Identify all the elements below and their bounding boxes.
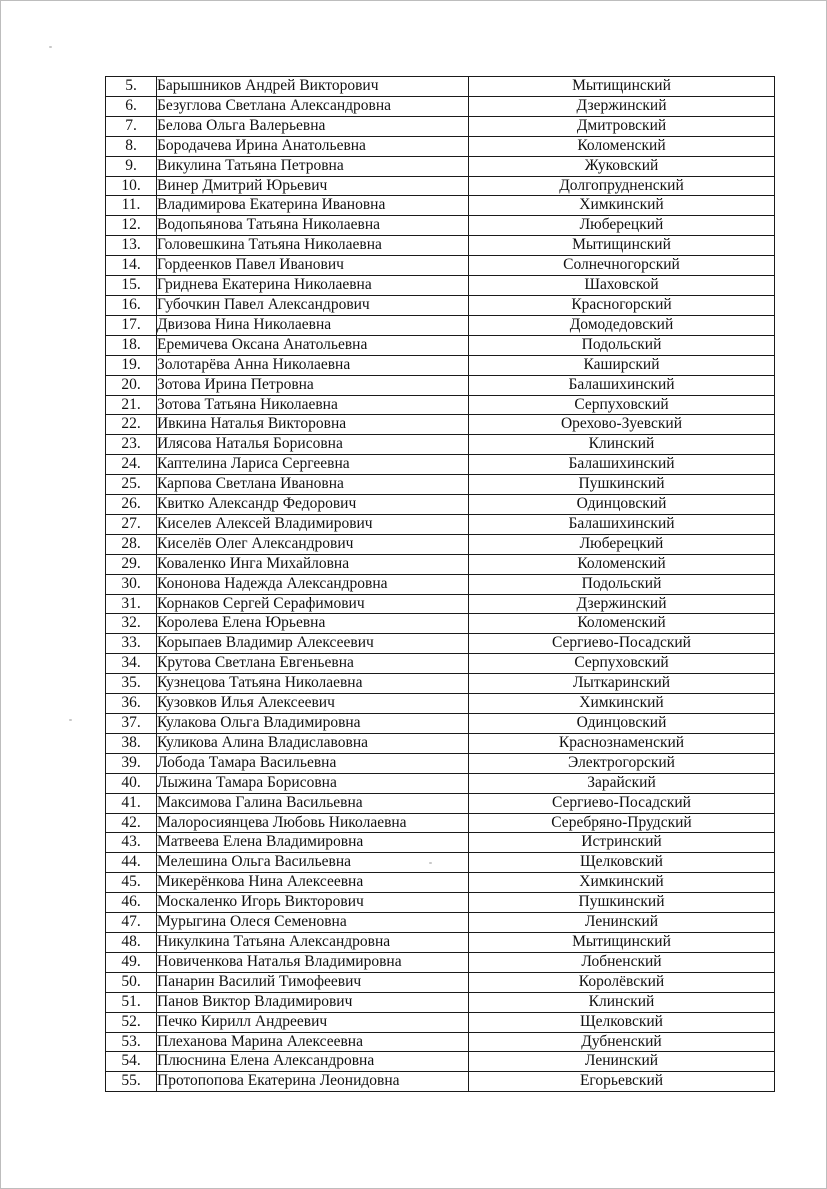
table-row <box>106 873 775 893</box>
row-number: 26. <box>106 495 157 515</box>
person-name: Карпова Светлана Ивановна <box>157 475 469 495</box>
table-row <box>106 853 775 873</box>
table-row <box>106 534 775 554</box>
district-name: Клинский <box>469 435 775 455</box>
row-number: 39. <box>106 753 157 773</box>
district-name: Серпуховский <box>469 395 775 415</box>
person-name: Илясова Наталья Борисовна <box>157 435 469 455</box>
table-row <box>106 216 775 236</box>
person-name: Микерёнкова Нина Алексеевна <box>157 873 469 893</box>
district-name: Солнечногорский <box>469 256 775 276</box>
row-number: 48. <box>106 932 157 952</box>
table-row <box>106 574 775 594</box>
table-row <box>106 793 775 813</box>
table-row <box>106 614 775 634</box>
row-number: 14. <box>106 256 157 276</box>
district-name: Домодедовский <box>469 315 775 335</box>
table-row <box>106 813 775 833</box>
district-name: Дмитровский <box>469 116 775 136</box>
row-number: 53. <box>106 1032 157 1052</box>
district-name: Щелковский <box>469 853 775 873</box>
row-number: 46. <box>106 893 157 913</box>
district-name: Лобненский <box>469 952 775 972</box>
table-row <box>106 1032 775 1052</box>
person-name: Лобода Тамара Васильевна <box>157 753 469 773</box>
table-row <box>106 773 775 793</box>
person-name: Печко Кирилл Андреевич <box>157 1012 469 1032</box>
district-name: Балашихинский <box>469 455 775 475</box>
row-number: 28. <box>106 534 157 554</box>
row-number: 13. <box>106 236 157 256</box>
person-name: Безуглова Светлана Александровна <box>157 96 469 116</box>
row-number: 9. <box>106 156 157 176</box>
table-row <box>106 893 775 913</box>
person-name: Крутова Светлана Евгеньевна <box>157 654 469 674</box>
row-number: 5. <box>106 77 157 97</box>
table-row <box>106 694 775 714</box>
row-number: 29. <box>106 554 157 574</box>
district-name: Мытищинский <box>469 77 775 97</box>
row-number: 30. <box>106 574 157 594</box>
table-row <box>106 594 775 614</box>
person-name: Киселев Алексей Владимирович <box>157 514 469 534</box>
table-row <box>106 96 775 116</box>
table-row <box>106 355 775 375</box>
row-number: 22. <box>106 415 157 435</box>
row-number: 19. <box>106 355 157 375</box>
row-number: 16. <box>106 295 157 315</box>
district-name: Егорьевский <box>469 1072 775 1092</box>
district-name: Сергиево-Посадский <box>469 634 775 654</box>
table-row <box>106 256 775 276</box>
district-name: Сергиево-Посадский <box>469 793 775 813</box>
row-number: 38. <box>106 733 157 753</box>
table-row <box>106 654 775 674</box>
table-row <box>106 972 775 992</box>
roster-table <box>105 76 775 1092</box>
row-number: 42. <box>106 813 157 833</box>
table-row <box>106 236 775 256</box>
row-number: 7. <box>106 116 157 136</box>
row-number: 31. <box>106 594 157 614</box>
district-name: Коломенский <box>469 614 775 634</box>
person-name: Водопьянова Татьяна Николаевна <box>157 216 469 236</box>
district-name: Дубненский <box>469 1032 775 1052</box>
district-name: Серебряно-Прудский <box>469 813 775 833</box>
row-number: 47. <box>106 913 157 933</box>
person-name: Кулакова Ольга Владимировна <box>157 714 469 734</box>
table-row <box>106 1052 775 1072</box>
person-name: Панов Виктор Владимирович <box>157 992 469 1012</box>
table-row <box>106 634 775 654</box>
district-name: Мытищинский <box>469 236 775 256</box>
row-number: 44. <box>106 853 157 873</box>
row-number: 34. <box>106 654 157 674</box>
person-name: Лыжина Тамара Борисовна <box>157 773 469 793</box>
district-name: Клинский <box>469 992 775 1012</box>
district-name: Коломенский <box>469 554 775 574</box>
row-number: 41. <box>106 793 157 813</box>
row-number: 25. <box>106 475 157 495</box>
table-row <box>106 554 775 574</box>
table-row <box>106 455 775 475</box>
district-name: Жуковский <box>469 156 775 176</box>
row-number: 49. <box>106 952 157 972</box>
person-name: Золотарёва Анна Николаевна <box>157 355 469 375</box>
person-name: Белова Ольга Валерьевна <box>157 116 469 136</box>
row-number: 18. <box>106 335 157 355</box>
row-number: 37. <box>106 714 157 734</box>
person-name: Ивкина Наталья Викторовна <box>157 415 469 435</box>
person-name: Новиченкова Наталья Владимировна <box>157 952 469 972</box>
person-name: Мелешина Ольга Васильевна <box>157 853 469 873</box>
table-row <box>106 196 775 216</box>
table-row <box>106 514 775 534</box>
district-name: Королёвский <box>469 972 775 992</box>
table-row <box>106 276 775 296</box>
row-number: 17. <box>106 315 157 335</box>
person-name: Владимирова Екатерина Ивановна <box>157 196 469 216</box>
table-row <box>106 415 775 435</box>
person-name: Викулина Татьяна Петровна <box>157 156 469 176</box>
district-name: Дзержинский <box>469 594 775 614</box>
district-name: Подольский <box>469 574 775 594</box>
person-name: Барышников Андрей Викторович <box>157 77 469 97</box>
row-number: 52. <box>106 1012 157 1032</box>
table-row <box>106 315 775 335</box>
table-row <box>106 714 775 734</box>
person-name: Корыпаев Владимир Алексеевич <box>157 634 469 654</box>
person-name: Двизова Нина Николаевна <box>157 315 469 335</box>
table-row <box>106 952 775 972</box>
person-name: Протопопова Екатерина Леонидовна <box>157 1072 469 1092</box>
district-name: Орехово-Зуевский <box>469 415 775 435</box>
person-name: Зотова Татьяна Николаевна <box>157 395 469 415</box>
person-name: Корнаков Сергей Серафимович <box>157 594 469 614</box>
person-name: Плюснина Елена Александровна <box>157 1052 469 1072</box>
district-name: Щелковский <box>469 1012 775 1032</box>
district-name: Лыткаринский <box>469 674 775 694</box>
row-number: 43. <box>106 833 157 853</box>
district-name: Химкинский <box>469 873 775 893</box>
district-name: Истринский <box>469 833 775 853</box>
district-name: Каширский <box>469 355 775 375</box>
district-name: Зарайский <box>469 773 775 793</box>
person-name: Бородачева Ирина Анатольевна <box>157 136 469 156</box>
table-row <box>106 674 775 694</box>
table-row <box>106 156 775 176</box>
district-name: Люберецкий <box>469 534 775 554</box>
table-row <box>106 733 775 753</box>
row-number: 20. <box>106 375 157 395</box>
roster-body <box>106 77 775 1092</box>
table-row <box>106 116 775 136</box>
person-name: Никулкина Татьяна Александровна <box>157 932 469 952</box>
person-name: Королева Елена Юрьевна <box>157 614 469 634</box>
row-number: 50. <box>106 972 157 992</box>
row-number: 45. <box>106 873 157 893</box>
district-name: Красногорский <box>469 295 775 315</box>
district-name: Одинцовский <box>469 495 775 515</box>
row-number: 24. <box>106 455 157 475</box>
district-name: Мытищинский <box>469 932 775 952</box>
row-number: 32. <box>106 614 157 634</box>
person-name: Мурыгина Олеся Семеновна <box>157 913 469 933</box>
row-number: 33. <box>106 634 157 654</box>
row-number: 8. <box>106 136 157 156</box>
person-name: Киселёв Олег Александрович <box>157 534 469 554</box>
person-name: Губочкин Павел Александрович <box>157 295 469 315</box>
district-name: Электрогорский <box>469 753 775 773</box>
person-name: Матвеева Елена Владимировна <box>157 833 469 853</box>
district-name: Ленинский <box>469 1052 775 1072</box>
person-name: Кузнецова Татьяна Николаевна <box>157 674 469 694</box>
row-number: 54. <box>106 1052 157 1072</box>
table-row <box>106 833 775 853</box>
person-name: Москаленко Игорь Викторович <box>157 893 469 913</box>
district-name: Химкинский <box>469 196 775 216</box>
person-name: Кононова Надежда Александровна <box>157 574 469 594</box>
person-name: Панарин Василий Тимофеевич <box>157 972 469 992</box>
table-row <box>106 295 775 315</box>
person-name: Зотова Ирина Петровна <box>157 375 469 395</box>
district-name: Балашихинский <box>469 375 775 395</box>
person-name: Гриднева Екатерина Николаевна <box>157 276 469 296</box>
district-name: Краснознаменский <box>469 733 775 753</box>
district-name: Коломенский <box>469 136 775 156</box>
row-number: 11. <box>106 196 157 216</box>
scan-speck <box>69 719 72 721</box>
person-name: Плеханова Марина Алексеевна <box>157 1032 469 1052</box>
row-number: 15. <box>106 276 157 296</box>
person-name: Квитко Александр Федорович <box>157 495 469 515</box>
table-row <box>106 992 775 1012</box>
district-name: Дзержинский <box>469 96 775 116</box>
district-name: Долгопрудненский <box>469 176 775 196</box>
district-name: Пушкинский <box>469 893 775 913</box>
row-number: 6. <box>106 96 157 116</box>
person-name: Головешкина Татьяна Николаевна <box>157 236 469 256</box>
row-number: 21. <box>106 395 157 415</box>
table-row <box>106 435 775 455</box>
person-name: Гордеенков Павел Иванович <box>157 256 469 276</box>
row-number: 27. <box>106 514 157 534</box>
row-number: 12. <box>106 216 157 236</box>
person-name: Еремичева Оксана Анатольевна <box>157 335 469 355</box>
table-row <box>106 375 775 395</box>
person-name: Куликова Алина Владиславовна <box>157 733 469 753</box>
row-number: 35. <box>106 674 157 694</box>
table-row <box>106 932 775 952</box>
district-name: Пушкинский <box>469 475 775 495</box>
district-name: Одинцовский <box>469 714 775 734</box>
table-row <box>106 335 775 355</box>
row-number: 51. <box>106 992 157 1012</box>
table-row <box>106 1012 775 1032</box>
row-number: 23. <box>106 435 157 455</box>
person-name: Максимова Галина Васильевна <box>157 793 469 813</box>
district-name: Шаховской <box>469 276 775 296</box>
district-name: Ленинский <box>469 913 775 933</box>
table-row <box>106 176 775 196</box>
table-row <box>106 1072 775 1092</box>
district-name: Серпуховский <box>469 654 775 674</box>
person-name: Кузовков Илья Алексеевич <box>157 694 469 714</box>
scan-speck <box>49 46 52 48</box>
row-number: 10. <box>106 176 157 196</box>
person-name: Каптелина Лариса Сергеевна <box>157 455 469 475</box>
district-name: Подольский <box>469 335 775 355</box>
district-name: Балашихинский <box>469 514 775 534</box>
table-row <box>106 495 775 515</box>
row-number: 55. <box>106 1072 157 1092</box>
table-row <box>106 913 775 933</box>
district-name: Люберецкий <box>469 216 775 236</box>
row-number: 36. <box>106 694 157 714</box>
table-row <box>106 475 775 495</box>
table-row <box>106 136 775 156</box>
person-name: Малоросиянцева Любовь Николаевна <box>157 813 469 833</box>
table-row <box>106 753 775 773</box>
table-row <box>106 77 775 97</box>
table-row <box>106 395 775 415</box>
person-name: Винер Дмитрий Юрьевич <box>157 176 469 196</box>
person-name: Коваленко Инга Михайловна <box>157 554 469 574</box>
row-number: 40. <box>106 773 157 793</box>
district-name: Химкинский <box>469 694 775 714</box>
